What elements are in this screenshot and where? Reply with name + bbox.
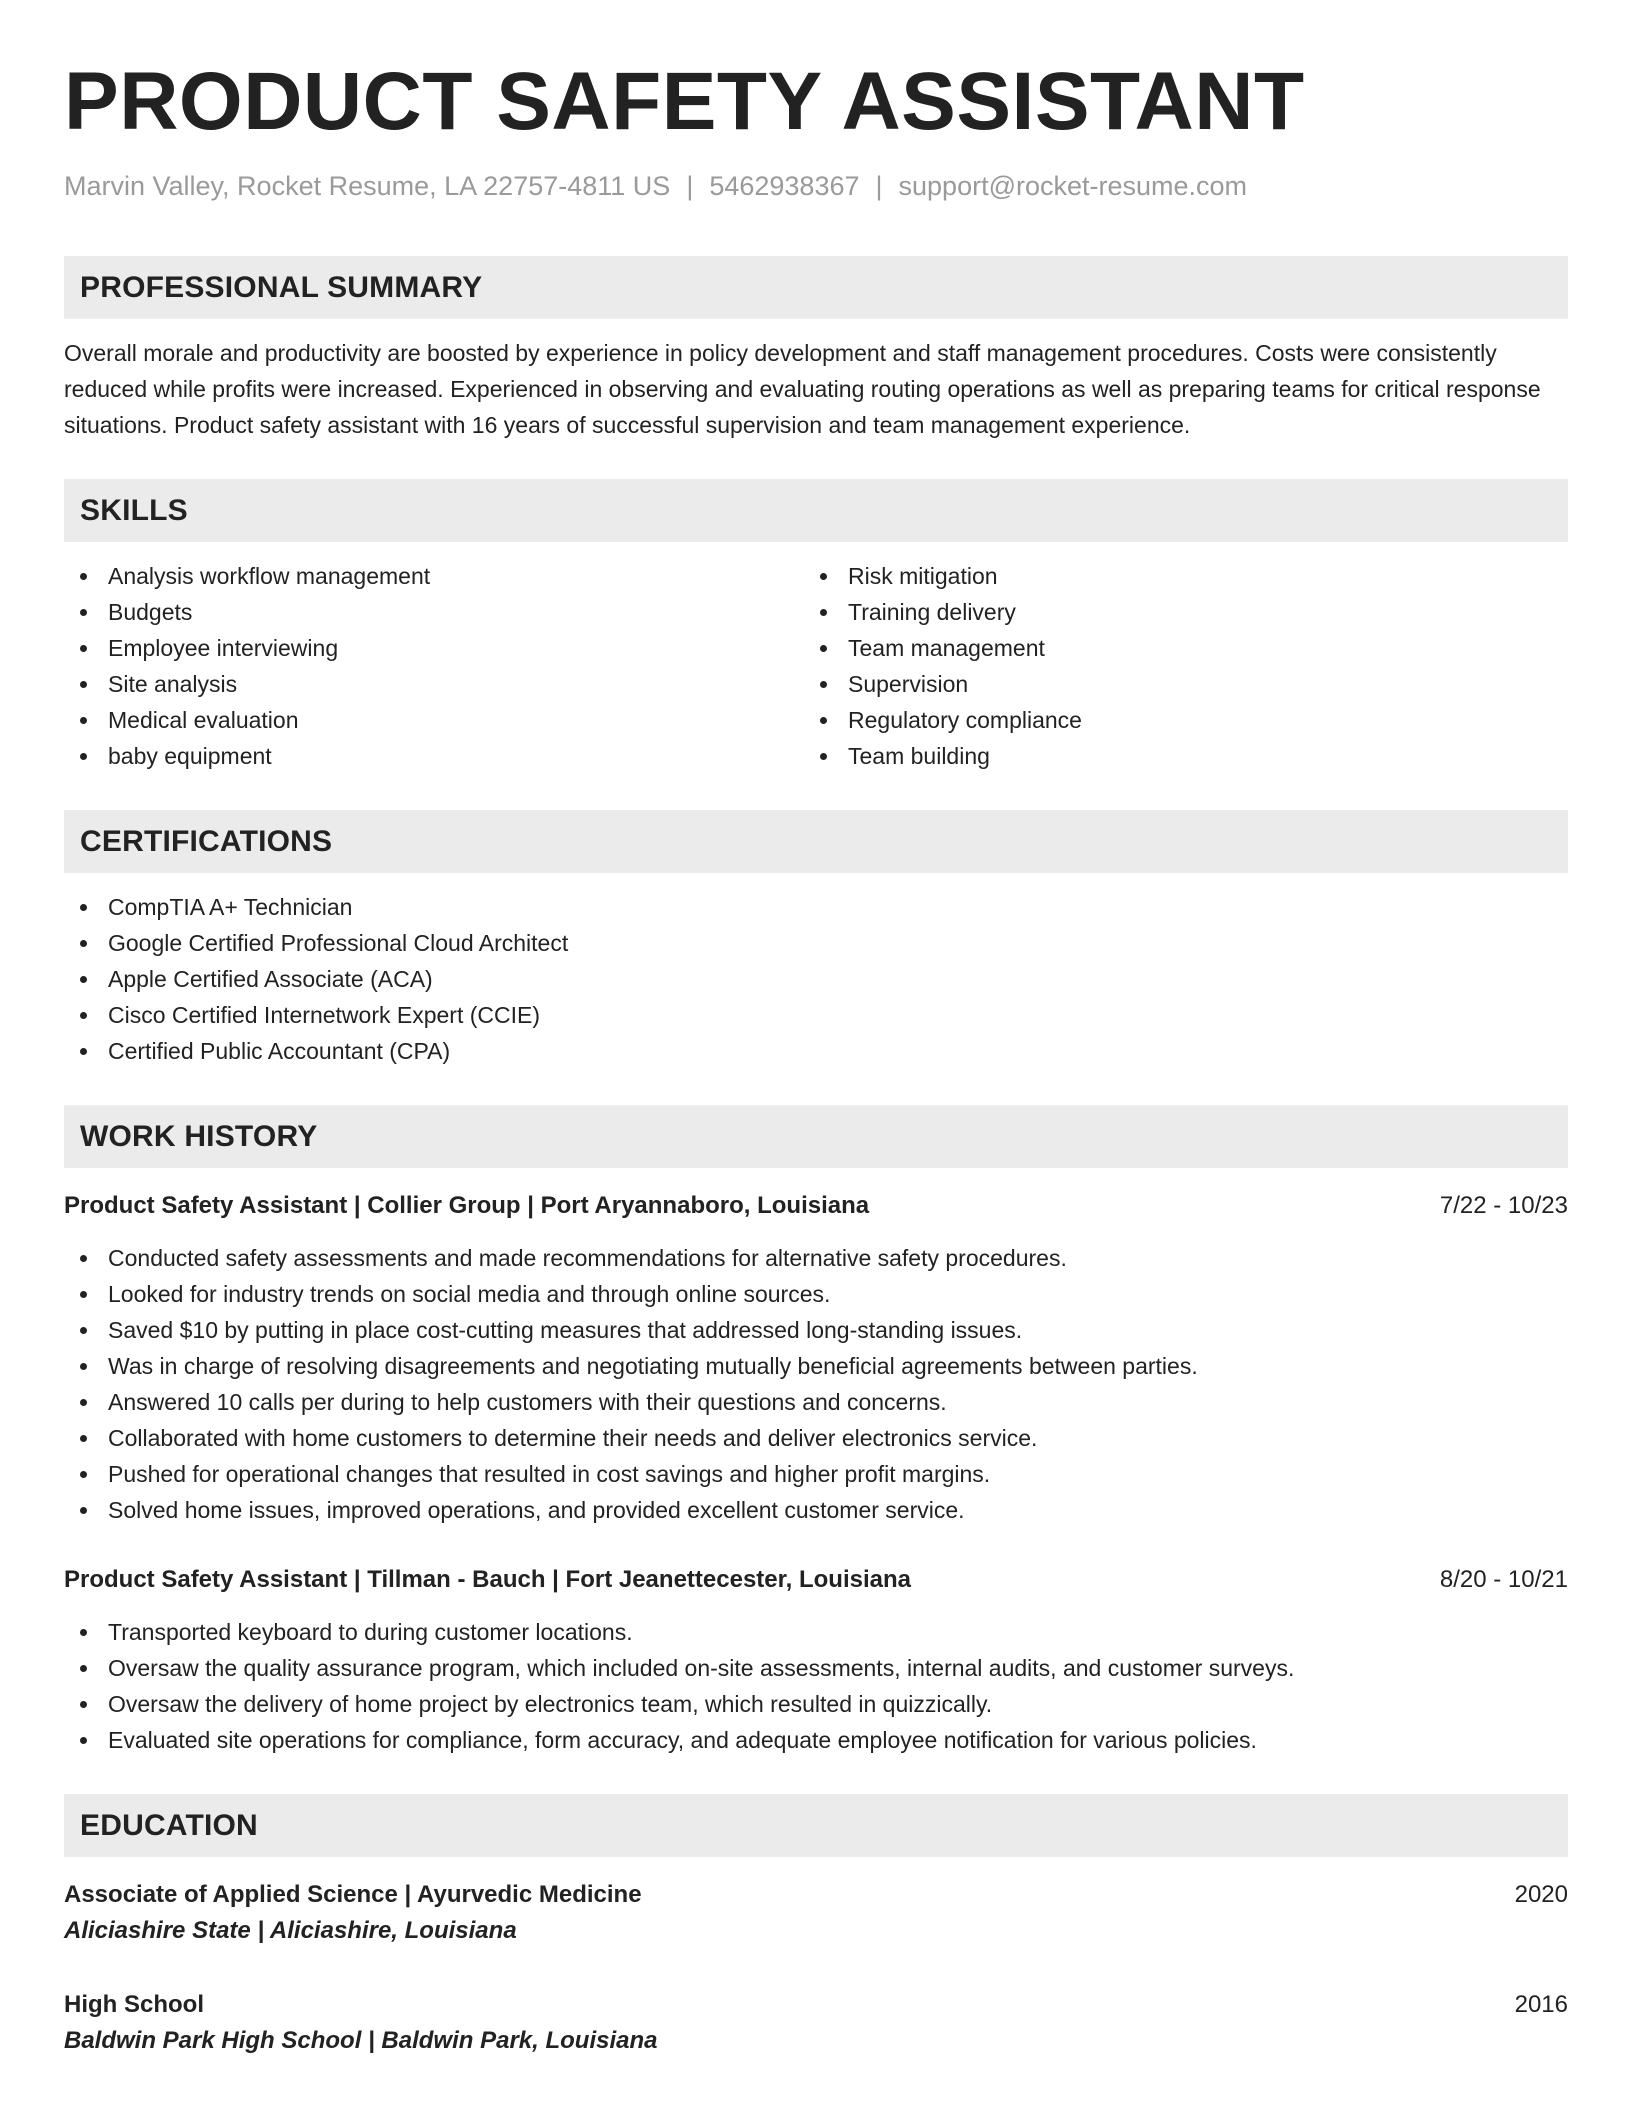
job-bullet: Answered 10 calls per during to help customers with their questions and concerns. [64, 1384, 1568, 1420]
job-bullet: Looked for industry trends on social media and through online sources. [64, 1276, 1568, 1312]
education-year: 2020 [1514, 1881, 1568, 1908]
page-title: PRODUCT SAFETY ASSISTANT [64, 56, 1305, 147]
job-title: Product Safety Assistant | Tillman - Bauch | Fort Jeanettecester, Louisiana [64, 1566, 911, 1593]
contact-separator: | [875, 171, 883, 201]
education-school: Baldwin Park High School | Baldwin Park, Louisiana [64, 2027, 658, 2054]
certifications-list [64, 889, 1568, 1069]
education-school: Aliciashire State | Aliciashire, Louisiana [64, 1917, 517, 1944]
contact-address: Marvin Valley, Rocket Resume, LA 22757-4811 US [64, 171, 671, 201]
job-bullet: Collaborated with home customers to determine their needs and deliver electronics service. [64, 1420, 1568, 1456]
contact-line [64, 168, 1568, 204]
job-bullet: Conducted safety assessments and made recommendations for alternative safety procedures. [64, 1240, 1568, 1276]
skill-item: Team building [804, 738, 1544, 774]
job-bullets [64, 1240, 1568, 1528]
job-bullets [64, 1614, 1568, 1758]
contact-phone: 5462938367 [709, 171, 860, 201]
section-header-education: EDUCATION [64, 1794, 1568, 1857]
job-dates: 8/20 - 10/21 [1439, 1566, 1568, 1593]
skill-item: Risk mitigation [804, 558, 1544, 594]
job-header [64, 1562, 1568, 1598]
skill-item: Employee interviewing [64, 630, 804, 666]
summary-text: Overall morale and productivity are boosted by experience in policy development and staff management procedures. Costs were consistently reduced while profits were increased. Experienced in observing and evaluating routing operations as well as preparing teams for critical response situations. Product safety assistant with 16 years of successful supervision and team management experience. [64, 340, 1541, 438]
skills-list-right [804, 558, 1544, 774]
job-bullet: Oversaw the quality assurance program, which included on-site assessments, internal audits, and customer surveys. [64, 1650, 1568, 1686]
job-title: Product Safety Assistant | Collier Group | Port Aryannaboro, Louisiana [64, 1192, 870, 1219]
certification-item: Apple Certified Associate (ACA) [64, 961, 1568, 997]
skill-item: Training delivery [804, 594, 1544, 630]
certification-item: Cisco Certified Internetwork Expert (CCIE) [64, 997, 1568, 1033]
contact-email: support@rocket-resume.com [898, 171, 1248, 201]
skill-item: Team management [804, 630, 1544, 666]
job-bullet: Saved $10 by putting in place cost-cutting measures that addressed long-standing issues. [64, 1312, 1568, 1348]
education-year: 2016 [1514, 1991, 1568, 2018]
contact-separator: | [686, 171, 694, 201]
skill-item: baby equipment [64, 738, 804, 774]
education-header [64, 1877, 1568, 1913]
education-degree: High School [64, 1991, 204, 2018]
job-dates: 7/22 - 10/23 [1439, 1192, 1568, 1219]
skill-item: Regulatory compliance [804, 702, 1544, 738]
certification-item: Google Certified Professional Cloud Architect [64, 925, 1568, 961]
job-bullet: Solved home issues, improved operations, and provided excellent customer service. [64, 1492, 1568, 1528]
job-bullet: Oversaw the delivery of home project by electronics team, which resulted in quizzically. [64, 1686, 1568, 1722]
skill-item: Medical evaluation [64, 702, 804, 738]
section-header-certifications: CERTIFICATIONS [64, 810, 1568, 873]
skill-item: Analysis workflow management [64, 558, 804, 594]
job-header [64, 1188, 1568, 1224]
skills-list-left [64, 558, 804, 774]
education-header [64, 1987, 1568, 2023]
skill-item: Supervision [804, 666, 1544, 702]
job-bullet: Was in charge of resolving disagreements and negotiating mutually beneficial agreements between parties. [64, 1348, 1568, 1384]
section-header-summary: PROFESSIONAL SUMMARY [64, 256, 1568, 319]
skill-item: Budgets [64, 594, 804, 630]
job-bullet: Transported keyboard to during customer locations. [64, 1614, 1568, 1650]
skill-item: Site analysis [64, 666, 804, 702]
certification-item: Certified Public Accountant (CPA) [64, 1033, 1568, 1069]
job-bullet: Pushed for operational changes that resulted in cost savings and higher profit margins. [64, 1456, 1568, 1492]
section-header-skills: SKILLS [64, 479, 1568, 542]
section-header-work-history: WORK HISTORY [64, 1105, 1568, 1168]
job-bullet: Evaluated site operations for compliance, form accuracy, and adequate employee notification for various policies. [64, 1722, 1568, 1758]
certification-item: CompTIA A+ Technician [64, 889, 1568, 925]
education-degree: Associate of Applied Science | Ayurvedic Medicine [64, 1881, 642, 1908]
skills-columns [64, 558, 1568, 774]
